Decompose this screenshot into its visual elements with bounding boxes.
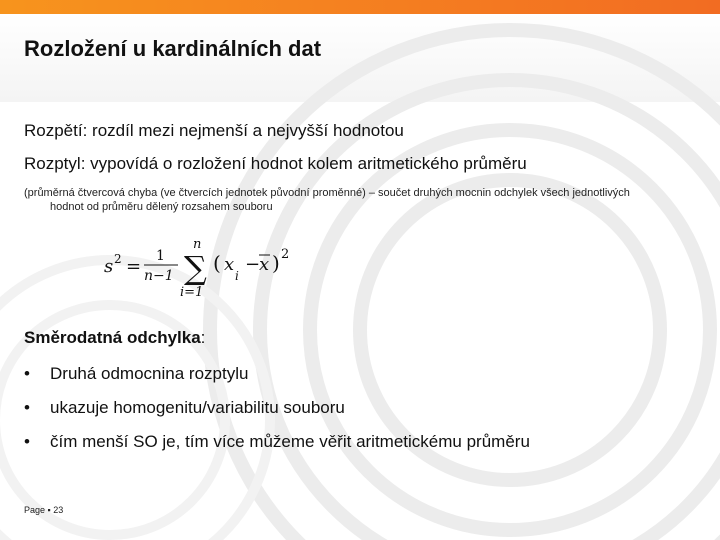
formula-lhs: s	[104, 256, 114, 277]
formula-minus: −	[245, 254, 261, 275]
range-definition	[24, 121, 404, 141]
range-term: Rozpětí	[24, 121, 83, 140]
formula-equals: =	[126, 256, 142, 277]
formula-sum-upper: n	[193, 237, 202, 252]
slide-title: Rozložení u kardinálních dat	[24, 36, 322, 61]
bullet-text: čím menší SO je, tím více můžeme věřit aritmetickému průměru	[50, 432, 530, 451]
bullet-item	[24, 364, 248, 384]
bullet-item	[24, 432, 530, 452]
formula-x: x	[224, 254, 235, 275]
page-number: Page ▪ 23	[24, 505, 64, 515]
variance-definition	[24, 154, 527, 174]
variance-note-line2: hodnot od průměru dělený rozsahem souboru	[50, 201, 273, 213]
formula-sum-lower: i=1	[180, 285, 204, 300]
bullet-text: Druhá odmocnina rozptylu	[50, 364, 249, 383]
formula-outer-exponent: 2	[281, 247, 290, 262]
bullet-dot: •	[24, 364, 30, 383]
variance-formula	[100, 236, 310, 302]
std-dev-colon: :	[200, 328, 206, 347]
formula-mean-x: x	[259, 254, 270, 275]
formula-lhs-exponent: 2	[114, 252, 122, 266]
formula-x-subscript: i	[235, 269, 239, 283]
variance-note	[24, 186, 704, 214]
formula-close-paren: )	[272, 251, 280, 275]
formula-sum-symbol: ∑	[184, 249, 207, 287]
bullet-dot: •	[24, 432, 30, 451]
std-dev-heading	[24, 328, 205, 348]
variance-note-line1: (průměrná čtvercová chyba (ve čtvercích jednotek původní proměnné) – součet druhých mocnin odchylek všech jednotlivých	[24, 187, 630, 199]
bullet-dot: •	[24, 398, 30, 417]
std-dev-term: Směrodatná odchylka	[24, 328, 201, 347]
range-text: : rozdíl mezi nejmenší a nejvyšší hodnotou	[82, 121, 404, 140]
variance-term: Rozptyl	[24, 154, 81, 173]
formula-numerator: 1	[156, 248, 165, 264]
formula-open-paren: (	[213, 251, 221, 275]
bullet-text: ukazuje homogenitu/variabilitu souboru	[50, 398, 345, 417]
variance-text: : vypovídá o rozložení hodnot kolem aritmetického průměru	[80, 154, 527, 173]
formula-denominator: n−1	[144, 268, 174, 284]
bullet-item	[24, 398, 345, 418]
